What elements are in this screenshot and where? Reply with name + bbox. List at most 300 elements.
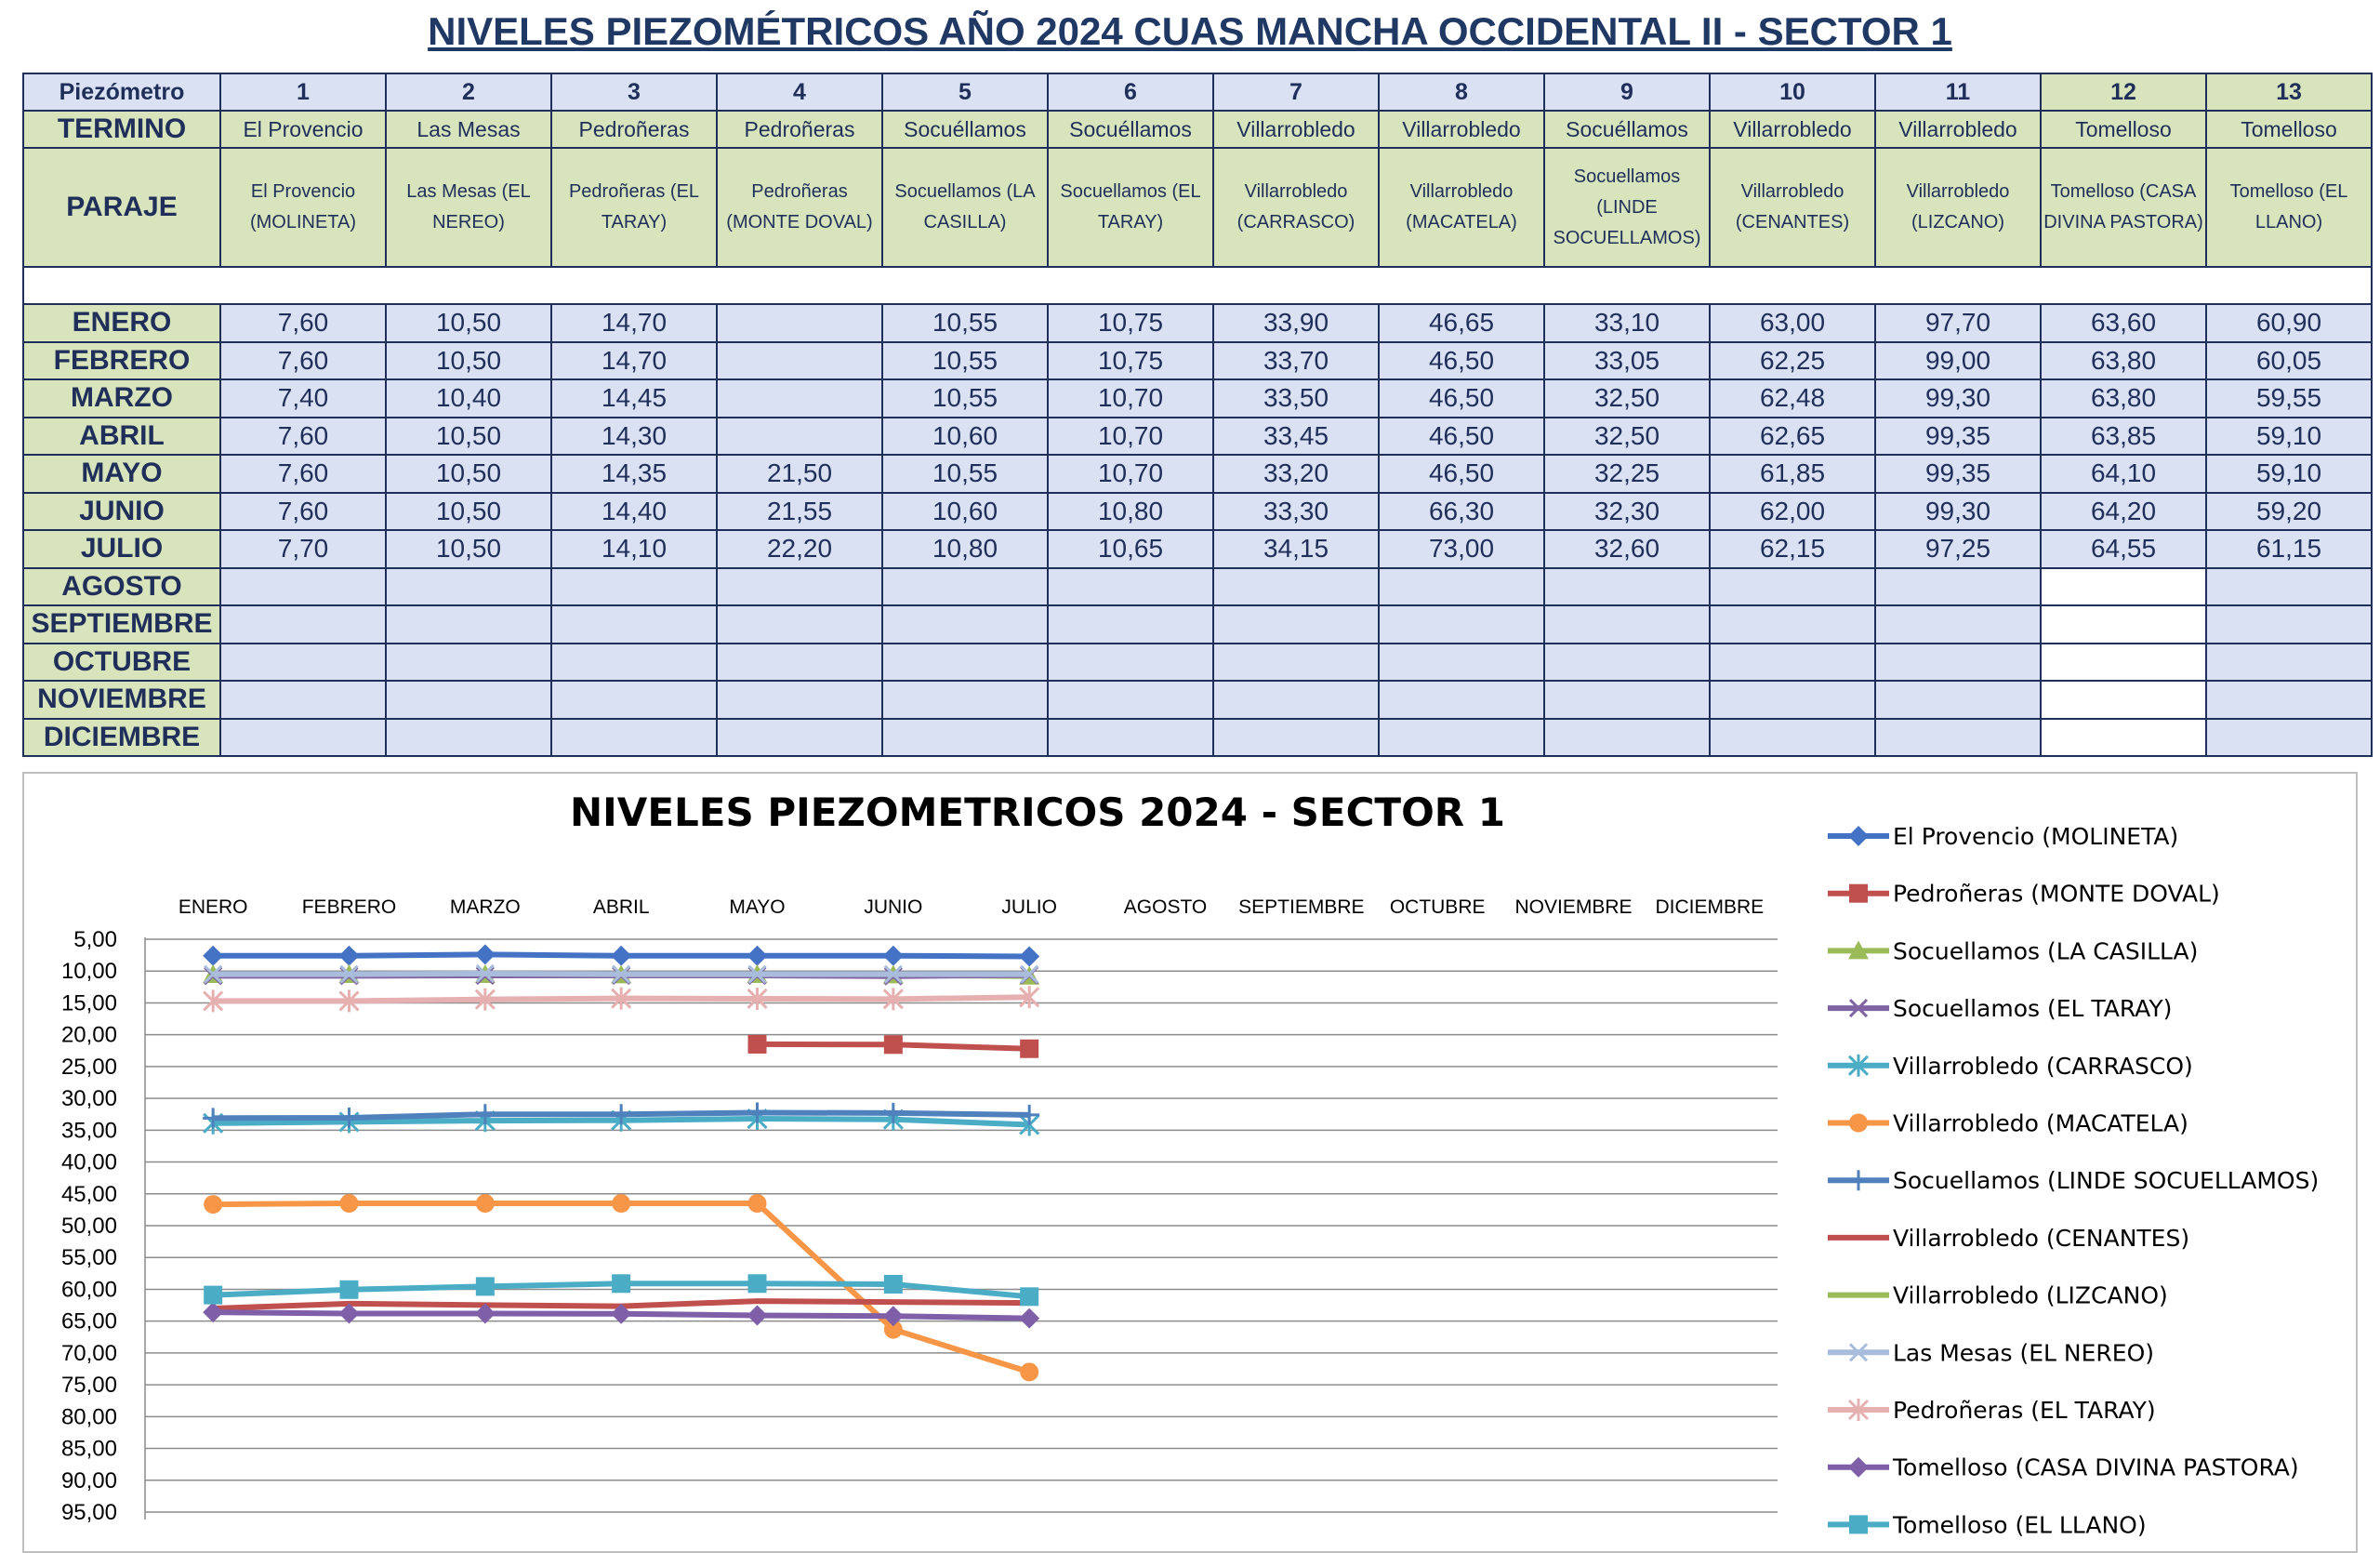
value-cell: 14,70 xyxy=(551,342,717,380)
table-row xyxy=(23,568,2372,606)
termino-cell: Pedroñeras xyxy=(551,111,717,148)
paraje-cell: Pedroñeras (EL TARAY) xyxy=(551,148,717,267)
termino-cell: Villarrobledo xyxy=(1875,111,2041,148)
piezometer-number: 6 xyxy=(1048,73,1213,111)
value-cell: 46,50 xyxy=(1379,342,1544,380)
table-spacer xyxy=(23,267,2372,304)
value-cell: 59,20 xyxy=(2206,493,2372,531)
paraje-cell: Las Mesas (EL NEREO) xyxy=(386,148,551,267)
legend-marker xyxy=(1848,1170,1869,1190)
termino-cell: Tomelloso xyxy=(2206,111,2372,148)
value-cell xyxy=(386,568,551,606)
value-cell: 59,10 xyxy=(2206,455,2372,493)
legend-label: Tomelloso (CASA DIVINA PASTORA) xyxy=(1893,1453,2299,1481)
data-point xyxy=(203,1302,223,1322)
value-cell: 10,50 xyxy=(386,530,551,568)
value-cell: 32,50 xyxy=(1544,379,1710,418)
value-cell: 10,75 xyxy=(1048,342,1213,380)
value-cell xyxy=(1875,568,2041,606)
legend-marker xyxy=(1848,826,1869,846)
data-point xyxy=(748,1194,767,1213)
x-tick-label: ENERO xyxy=(178,896,248,918)
y-tick-label: 10,00 xyxy=(60,959,117,985)
data-point xyxy=(340,1194,359,1213)
value-cell xyxy=(1213,568,1379,606)
legend-label: Villarrobledo (CENANTES) xyxy=(1893,1224,2190,1252)
value-cell xyxy=(2041,681,2206,719)
x-tick-label: SEPTIEMBRE xyxy=(1238,896,1365,918)
value-cell xyxy=(1213,719,1379,757)
value-cell xyxy=(882,681,1048,719)
data-point xyxy=(476,1194,495,1213)
data-point xyxy=(475,944,496,964)
value-cell: 99,35 xyxy=(1875,418,2041,456)
y-tick-label: 55,00 xyxy=(60,1245,117,1271)
data-point xyxy=(203,946,223,966)
legend-label: El Provencio (MOLINETA) xyxy=(1893,823,2179,850)
value-cell: 33,10 xyxy=(1544,304,1710,342)
value-cell xyxy=(717,379,882,418)
value-cell xyxy=(1213,605,1379,644)
value-cell xyxy=(717,681,882,719)
termino-cell: Pedroñeras xyxy=(717,111,882,148)
x-tick-label: AGOSTO xyxy=(1123,896,1208,918)
month-label: MARZO xyxy=(23,379,220,418)
value-cell: 32,50 xyxy=(1544,418,1710,456)
paraje-cell: El Provencio (MOLINETA) xyxy=(220,148,386,267)
paraje-cell: Villarrobledo (LIZCANO) xyxy=(1875,148,2041,267)
y-tick-label: 60,00 xyxy=(60,1277,117,1303)
value-cell: 32,60 xyxy=(1544,530,1710,568)
value-cell: 14,10 xyxy=(551,530,717,568)
value-cell xyxy=(1544,719,1710,757)
table-row xyxy=(23,530,2372,568)
paraje-cell: Socuellamos (LA CASILLA) xyxy=(882,148,1048,267)
termino-cell: Villarrobledo xyxy=(1213,111,1379,148)
value-cell: 10,80 xyxy=(1048,493,1213,531)
month-label: DICIEMBRE xyxy=(23,719,220,757)
value-cell: 7,60 xyxy=(220,304,386,342)
value-cell: 33,20 xyxy=(1213,455,1379,493)
value-cell xyxy=(1544,644,1710,682)
table-row xyxy=(23,605,2372,644)
legend-label: Villarrobledo (MACATELA) xyxy=(1893,1109,2188,1137)
value-cell: 7,60 xyxy=(220,455,386,493)
data-point xyxy=(884,1275,903,1294)
value-cell: 10,55 xyxy=(882,455,1048,493)
value-cell: 7,40 xyxy=(220,379,386,418)
value-cell xyxy=(2206,681,2372,719)
x-tick-label: MAYO xyxy=(729,896,786,918)
legend-label: Socuellamos (EL TARAY) xyxy=(1893,995,2173,1023)
termino-cell: Socuéllamos xyxy=(882,111,1048,148)
value-cell: 10,70 xyxy=(1048,418,1213,456)
termino-cell: Villarrobledo xyxy=(1710,111,1875,148)
data-point xyxy=(748,1274,767,1293)
legend-label: Pedroñeras (MONTE DOVAL) xyxy=(1893,880,2220,908)
value-cell: 22,20 xyxy=(717,530,882,568)
value-cell xyxy=(1048,644,1213,682)
month-label: SEPTIEMBRE xyxy=(23,605,220,644)
y-tick-label: 15,00 xyxy=(60,990,117,1016)
y-tick-label: 35,00 xyxy=(60,1118,117,1144)
value-cell: 10,70 xyxy=(1048,379,1213,418)
data-point xyxy=(1020,1287,1038,1306)
value-cell xyxy=(220,644,386,682)
value-cell: 33,70 xyxy=(1213,342,1379,380)
value-cell xyxy=(882,605,1048,644)
value-cell xyxy=(1379,681,1544,719)
value-cell xyxy=(1379,568,1544,606)
value-cell xyxy=(2206,605,2372,644)
value-cell xyxy=(2041,644,2206,682)
piezometer-number: 2 xyxy=(386,73,551,111)
piezometer-header-label: Piezómetro xyxy=(23,73,220,111)
piezometer-number: 5 xyxy=(882,73,1048,111)
data-point xyxy=(204,1286,222,1305)
value-cell: 10,40 xyxy=(386,379,551,418)
legend-marker xyxy=(1849,1515,1868,1533)
value-cell xyxy=(1213,644,1379,682)
value-cell: 7,60 xyxy=(220,493,386,531)
termino-cell: Las Mesas xyxy=(386,111,551,148)
value-cell: 46,50 xyxy=(1379,418,1544,456)
value-cell: 14,70 xyxy=(551,304,717,342)
value-cell: 7,60 xyxy=(220,342,386,380)
x-tick-label: DICIEMBRE xyxy=(1655,896,1765,918)
y-tick-label: 40,00 xyxy=(60,1149,117,1175)
value-cell xyxy=(717,644,882,682)
y-tick-label: 90,00 xyxy=(60,1467,117,1493)
value-cell: 34,15 xyxy=(1213,530,1379,568)
value-cell: 14,30 xyxy=(551,418,717,456)
value-cell xyxy=(386,605,551,644)
value-cell xyxy=(551,568,717,606)
value-cell: 97,25 xyxy=(1875,530,2041,568)
value-cell xyxy=(717,719,882,757)
piezometer-number: 3 xyxy=(551,73,717,111)
value-cell xyxy=(2206,568,2372,606)
value-cell: 62,65 xyxy=(1710,418,1875,456)
chart-area xyxy=(22,772,2358,1553)
value-cell: 63,80 xyxy=(2041,342,2206,380)
value-cell: 62,15 xyxy=(1710,530,1875,568)
value-cell: 66,30 xyxy=(1379,493,1544,531)
page-title: NIVELES PIEZOMÉTRICOS AÑO 2024 CUAS MANCHA OCCIDENTAL II - SECTOR 1 xyxy=(428,9,1952,53)
piezometer-number: 9 xyxy=(1544,73,1710,111)
value-cell: 10,60 xyxy=(882,493,1048,531)
value-cell: 10,55 xyxy=(882,304,1048,342)
y-tick-label: 65,00 xyxy=(60,1308,117,1334)
data-point xyxy=(747,946,768,966)
value-cell xyxy=(1875,644,2041,682)
value-cell xyxy=(882,644,1048,682)
data-point xyxy=(339,946,360,966)
legend-label: Villarrobledo (CARRASCO) xyxy=(1893,1052,2193,1080)
value-cell xyxy=(386,719,551,757)
table-row xyxy=(23,304,2372,342)
legend-label: Las Mesas (EL NEREO) xyxy=(1893,1339,2155,1367)
piezometer-number: 12 xyxy=(2041,73,2206,111)
legend-label: Socuellamos (LINDE SOCUELLAMOS) xyxy=(1893,1167,2320,1195)
paraje-cell: Tomelloso (EL LLANO) xyxy=(2206,148,2372,267)
table-row xyxy=(23,418,2372,456)
month-label: NOVIEMBRE xyxy=(23,681,220,719)
value-cell: 99,30 xyxy=(1875,379,2041,418)
data-point xyxy=(884,1035,903,1054)
legend-label: Pedroñeras (EL TARAY) xyxy=(1893,1397,2156,1424)
value-cell xyxy=(2206,644,2372,682)
value-cell xyxy=(386,681,551,719)
data-point xyxy=(748,1035,767,1054)
value-cell xyxy=(2041,568,2206,606)
value-cell xyxy=(551,605,717,644)
month-label: JUNIO xyxy=(23,493,220,531)
data-point xyxy=(204,1195,222,1214)
piezometer-table xyxy=(22,73,2373,757)
value-cell: 10,50 xyxy=(386,304,551,342)
value-cell xyxy=(2041,719,2206,757)
value-cell xyxy=(220,605,386,644)
value-cell: 99,30 xyxy=(1875,493,2041,531)
y-tick-label: 85,00 xyxy=(60,1436,117,1462)
y-tick-label: 30,00 xyxy=(60,1086,117,1112)
termino-cell: Villarrobledo xyxy=(1379,111,1544,148)
value-cell: 46,50 xyxy=(1379,379,1544,418)
value-cell: 59,55 xyxy=(2206,379,2372,418)
x-tick-label: ABRIL xyxy=(592,896,650,918)
line-chart xyxy=(24,774,2352,1547)
y-tick-label: 5,00 xyxy=(73,927,117,952)
value-cell: 60,05 xyxy=(2206,342,2372,380)
y-tick-label: 80,00 xyxy=(60,1404,117,1430)
termino-cell: El Provencio xyxy=(220,111,386,148)
value-cell: 64,10 xyxy=(2041,455,2206,493)
value-cell xyxy=(1710,719,1875,757)
value-cell: 10,60 xyxy=(882,418,1048,456)
value-cell: 7,60 xyxy=(220,418,386,456)
paraje-cell: Tomelloso (CASA DIVINA PASTORA) xyxy=(2041,148,2206,267)
data-point xyxy=(1019,946,1039,966)
legend-marker xyxy=(1849,884,1868,903)
value-cell xyxy=(1544,681,1710,719)
table-row xyxy=(23,719,2372,757)
table-row xyxy=(23,644,2372,682)
legend-marker xyxy=(1849,1114,1868,1133)
table-row xyxy=(23,342,2372,380)
table-row xyxy=(23,493,2372,531)
piezometer-number: 1 xyxy=(220,73,386,111)
y-tick-label: 20,00 xyxy=(60,1022,117,1048)
paraje-cell: Villarrobledo (CARRASCO) xyxy=(1213,148,1379,267)
piezometer-number: 4 xyxy=(717,73,882,111)
x-tick-label: JUNIO xyxy=(864,896,923,918)
value-cell xyxy=(882,719,1048,757)
value-cell xyxy=(1875,719,2041,757)
paraje-cell: Pedroñeras (MONTE DOVAL) xyxy=(717,148,882,267)
month-label: OCTUBRE xyxy=(23,644,220,682)
paraje-cell: Socuellamos (LINDE SOCUELLAMOS) xyxy=(1544,148,1710,267)
value-cell: 33,90 xyxy=(1213,304,1379,342)
value-cell: 59,10 xyxy=(2206,418,2372,456)
x-tick-label: NOVIEMBRE xyxy=(1514,896,1633,918)
value-cell: 7,70 xyxy=(220,530,386,568)
month-label: AGOSTO xyxy=(23,568,220,606)
value-cell: 99,35 xyxy=(1875,455,2041,493)
value-cell: 61,15 xyxy=(2206,530,2372,568)
data-point xyxy=(612,1274,630,1293)
piezometer-number: 11 xyxy=(1875,73,2041,111)
value-cell: 10,70 xyxy=(1048,455,1213,493)
value-cell xyxy=(1544,605,1710,644)
legend-label: Socuellamos (LA CASILLA) xyxy=(1893,937,2199,965)
value-cell xyxy=(717,605,882,644)
value-cell xyxy=(220,681,386,719)
value-cell xyxy=(1544,568,1710,606)
table-row xyxy=(23,455,2372,493)
value-cell: 21,55 xyxy=(717,493,882,531)
value-cell: 73,00 xyxy=(1379,530,1544,568)
table-row xyxy=(23,681,2372,719)
termino-cell: Socuéllamos xyxy=(1544,111,1710,148)
value-cell: 63,85 xyxy=(2041,418,2206,456)
termino-label: TERMINO xyxy=(23,111,220,148)
value-cell: 14,35 xyxy=(551,455,717,493)
value-cell xyxy=(717,568,882,606)
chart-title: NIVELES PIEZOMETRICOS 2024 - SECTOR 1 xyxy=(570,790,1505,835)
value-cell xyxy=(1710,644,1875,682)
value-cell: 33,45 xyxy=(1213,418,1379,456)
value-cell: 64,20 xyxy=(2041,493,2206,531)
value-cell xyxy=(2041,605,2206,644)
value-cell: 63,80 xyxy=(2041,379,2206,418)
value-cell: 46,65 xyxy=(1379,304,1544,342)
y-tick-label: 95,00 xyxy=(60,1500,117,1525)
month-label: MAYO xyxy=(23,455,220,493)
legend-label: Tomelloso (EL LLANO) xyxy=(1893,1511,2147,1539)
value-cell xyxy=(1048,568,1213,606)
paraje-cell: Villarrobledo (CENANTES) xyxy=(1710,148,1875,267)
x-tick-label: MARZO xyxy=(449,896,521,918)
value-cell: 10,65 xyxy=(1048,530,1213,568)
value-cell xyxy=(717,418,882,456)
value-cell xyxy=(1710,681,1875,719)
value-cell: 99,00 xyxy=(1875,342,2041,380)
month-label: FEBRERO xyxy=(23,342,220,380)
paraje-cell: Villarrobledo (MACATELA) xyxy=(1379,148,1544,267)
month-label: ENERO xyxy=(23,304,220,342)
value-cell: 14,40 xyxy=(551,493,717,531)
value-cell: 46,50 xyxy=(1379,455,1544,493)
paraje-label: PARAJE xyxy=(23,148,220,267)
value-cell xyxy=(1048,719,1213,757)
value-cell: 64,55 xyxy=(2041,530,2206,568)
legend-label: Villarrobledo (LIZCANO) xyxy=(1893,1281,2168,1309)
value-cell xyxy=(551,681,717,719)
data-point xyxy=(1020,1362,1038,1381)
y-tick-label: 75,00 xyxy=(60,1373,117,1399)
month-label: JULIO xyxy=(23,530,220,568)
value-cell: 33,50 xyxy=(1213,379,1379,418)
legend-marker xyxy=(1848,1457,1869,1478)
value-cell xyxy=(717,342,882,380)
data-point xyxy=(1020,1040,1038,1058)
value-cell xyxy=(220,568,386,606)
data-point xyxy=(339,1108,360,1128)
value-cell: 10,50 xyxy=(386,342,551,380)
value-cell xyxy=(717,304,882,342)
value-cell: 62,00 xyxy=(1710,493,1875,531)
value-cell xyxy=(882,568,1048,606)
value-cell xyxy=(1048,681,1213,719)
value-cell: 10,50 xyxy=(386,455,551,493)
value-cell xyxy=(220,719,386,757)
y-tick-label: 70,00 xyxy=(60,1340,117,1366)
piezometer-number: 10 xyxy=(1710,73,1875,111)
value-cell: 97,70 xyxy=(1875,304,2041,342)
x-tick-label: FEBRERO xyxy=(301,896,397,918)
value-cell: 32,25 xyxy=(1544,455,1710,493)
value-cell: 10,55 xyxy=(882,342,1048,380)
value-cell: 14,45 xyxy=(551,379,717,418)
value-cell xyxy=(1213,681,1379,719)
piezometer-number: 7 xyxy=(1213,73,1379,111)
termino-cell: Tomelloso xyxy=(2041,111,2206,148)
paraje-cell: Socuellamos (EL TARAY) xyxy=(1048,148,1213,267)
piezometer-number: 13 xyxy=(2206,73,2372,111)
piezometer-number: 8 xyxy=(1379,73,1544,111)
table-row xyxy=(23,379,2372,418)
data-point xyxy=(747,1306,768,1326)
y-tick-label: 50,00 xyxy=(60,1214,117,1239)
data-point xyxy=(340,1281,359,1299)
data-point xyxy=(476,1277,495,1295)
value-cell: 10,50 xyxy=(386,418,551,456)
value-cell xyxy=(1379,644,1544,682)
value-cell: 62,25 xyxy=(1710,342,1875,380)
value-cell: 21,50 xyxy=(717,455,882,493)
data-point xyxy=(611,946,631,966)
value-cell xyxy=(1875,681,2041,719)
data-point xyxy=(883,946,904,966)
value-cell xyxy=(1379,719,1544,757)
value-cell xyxy=(1379,605,1544,644)
month-label: ABRIL xyxy=(23,418,220,456)
value-cell: 63,00 xyxy=(1710,304,1875,342)
value-cell xyxy=(1875,605,2041,644)
y-tick-label: 25,00 xyxy=(60,1054,117,1080)
x-tick-label: OCTUBRE xyxy=(1389,896,1486,918)
value-cell: 32,30 xyxy=(1544,493,1710,531)
value-cell xyxy=(551,719,717,757)
value-cell: 61,85 xyxy=(1710,455,1875,493)
value-cell xyxy=(386,644,551,682)
value-cell xyxy=(1710,568,1875,606)
termino-cell: Socuéllamos xyxy=(1048,111,1213,148)
value-cell: 33,05 xyxy=(1544,342,1710,380)
y-tick-label: 45,00 xyxy=(60,1181,117,1207)
value-cell: 10,80 xyxy=(882,530,1048,568)
value-cell: 62,48 xyxy=(1710,379,1875,418)
value-cell xyxy=(1710,605,1875,644)
value-cell: 10,50 xyxy=(386,493,551,531)
value-cell: 63,60 xyxy=(2041,304,2206,342)
value-cell: 10,75 xyxy=(1048,304,1213,342)
value-cell: 10,55 xyxy=(882,379,1048,418)
value-cell: 33,30 xyxy=(1213,493,1379,531)
value-cell: 60,90 xyxy=(2206,304,2372,342)
value-cell xyxy=(1048,605,1213,644)
